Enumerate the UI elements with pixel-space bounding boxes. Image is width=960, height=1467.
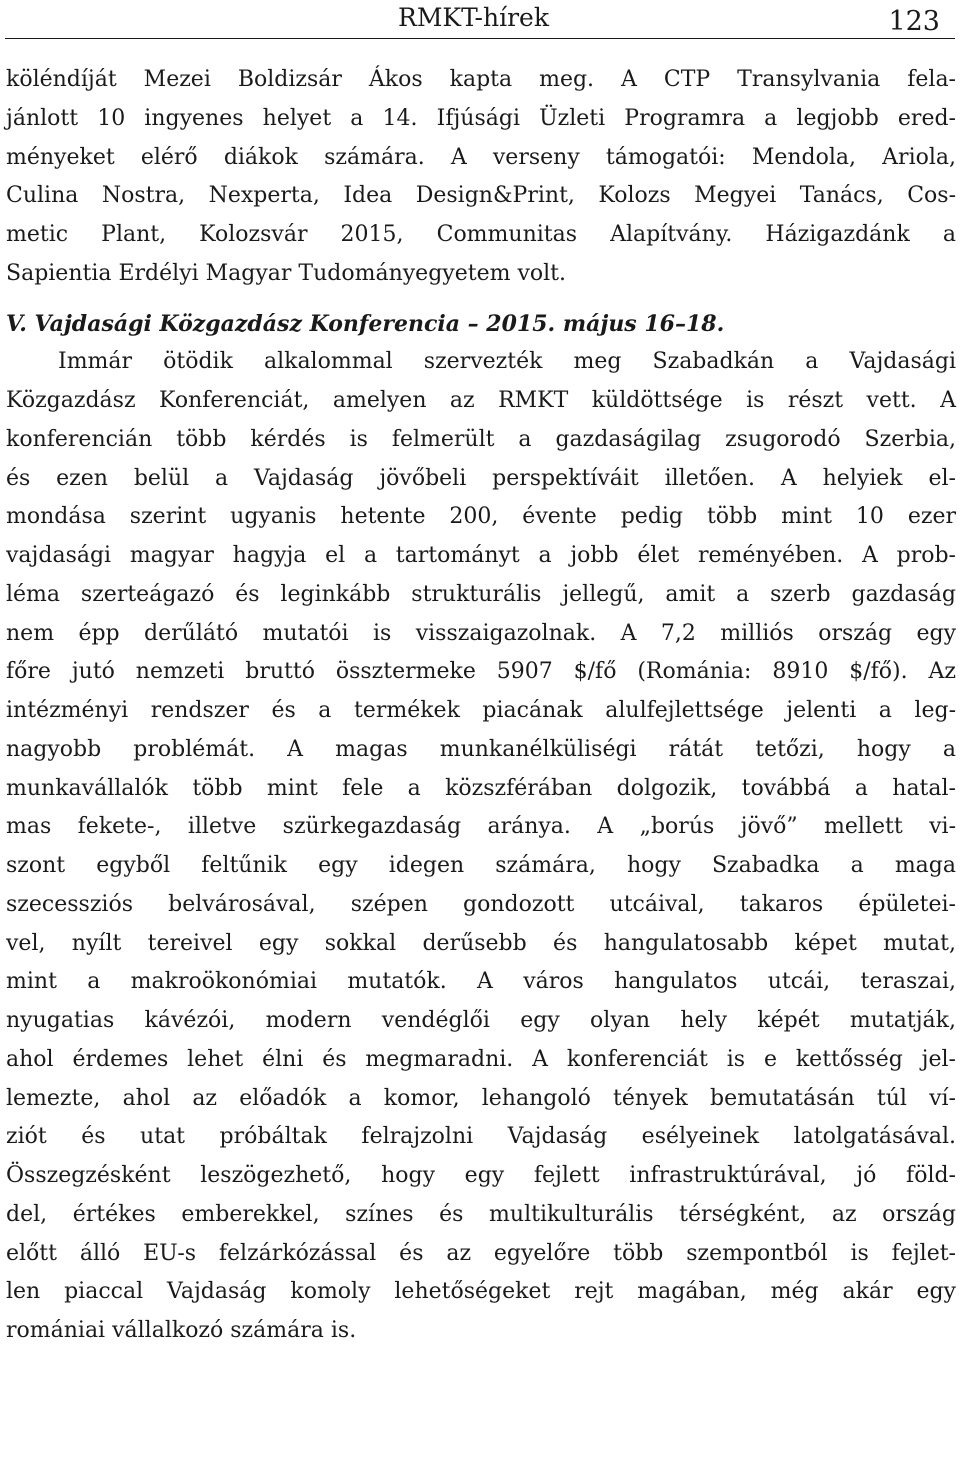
paragraph-conference bbox=[6, 343, 956, 1351]
text-line: len piaccal Vajdaság komoly lehetőségeket rejt magában, még akár egy bbox=[6, 1279, 956, 1305]
text-line: del, értékes emberekkel, színes és multikulturális térségként, az ország bbox=[6, 1201, 956, 1227]
text-line: metic Plant, Kolozsvár 2015, Communitas Alapítvány. Házigazdánk a bbox=[6, 222, 956, 247]
text-line: romániai vállalkozó számára is. bbox=[6, 1318, 357, 1343]
page-number: 123 bbox=[888, 6, 940, 37]
text-line: szont egyből feltűnik egy idegen számára, hogy Szabadka a maga bbox=[6, 853, 956, 878]
text-line: köléndíját Mezei Boldizsár Ákos kapta meg. A CTP Transylvania fela- bbox=[6, 67, 956, 92]
text-line: léma szerteágazó és leginkább strukturális jellegű, amit a szerb gazdaság bbox=[6, 581, 956, 607]
text-line: vajdasági magyar hagyja el a tartományt a jobb élet reményében. A prob- bbox=[6, 543, 956, 568]
text-line: munkavállalók több mint fele a közszférában dolgozik, továbbá a hatal- bbox=[6, 775, 956, 801]
text-line: Összegzésként leszögezhető, hogy egy fejlett infrastruktúrával, jó föld- bbox=[6, 1163, 956, 1188]
text-line: szecessziós belvárosával, szépen gondozott utcáival, takaros épületei- bbox=[6, 891, 956, 917]
text-line: ziót és utat próbáltak felrajzolni Vajdaság esélyeinek latolgatásával. bbox=[6, 1124, 956, 1150]
running-header bbox=[0, 0, 960, 44]
text-line: Culina Nostra, Nexperta, Idea Design&Print, Kolozs Megyei Tanács, Cos- bbox=[6, 183, 956, 209]
header-title: RMKT-hírek bbox=[398, 3, 549, 32]
text-line: ahol érdemes lehet élni és megmaradni. A konferenciát is e kettősség jel- bbox=[6, 1046, 956, 1072]
text-line: mas fekete-, illetve szürkegazdaság aránya. A „borús jövő” mellett vi- bbox=[6, 814, 956, 840]
text-line: mondása szerint ugyanis hetente 200, évente pedig több mint 10 ezer bbox=[6, 504, 956, 530]
text-line: lemezte, ahol az előadók a komor, lehangoló tények bemutatásán túl ví- bbox=[6, 1085, 956, 1111]
paragraph-intro bbox=[6, 61, 956, 294]
text-line: Sapientia Erdélyi Magyar Tudományegyetem volt. bbox=[6, 260, 566, 286]
text-line: Immár ötödik alkalommal szervezték meg Szabadkán a Vajdasági bbox=[58, 349, 956, 375]
text-line: vel, nyílt tereivel egy sokkal derűsebb és hangulatosabb képet mutat, bbox=[6, 930, 956, 956]
text-line: főre jutó nemzeti bruttó össztermeke 5907 $/fő (Románia: 8910 $/fő). Az bbox=[6, 659, 956, 685]
text-line: konferencián több kérdés is felmerült a gazdaságilag zsugorodó Szerbia, bbox=[6, 426, 956, 452]
header-rule bbox=[5, 38, 955, 39]
text-line: és ezen belül a Vajdaság jövőbeli perspektíváit illetően. A helyiek el- bbox=[6, 465, 956, 491]
text-line: Közgazdász Konferenciát, amelyen az RMKT küldöttsége is részt vett. A bbox=[6, 388, 956, 413]
text-line: jánlott 10 ingyenes helyet a 14. Ifjúsági Üzleti Programra a legjobb ered- bbox=[6, 105, 956, 131]
text-line: ményeket elérő diákok számára. A verseny támogatói: Mendola, Ariola, bbox=[6, 144, 956, 170]
text-line: nem épp derűlátó mutatói is visszaigazolnak. A 7,2 milliós ország egy bbox=[6, 620, 956, 646]
section-heading: V. Vajdasági Közgazdász Konferencia – 2015. május 16–18. bbox=[6, 310, 725, 337]
text-line: nagyobb problémát. A magas munkanélküliségi rátát tetőzi, hogy a bbox=[6, 736, 956, 762]
text-line: előtt álló EU-s felzárkózással és az egyelőre több szempontból is fejlet- bbox=[6, 1240, 956, 1266]
text-line: intézményi rendszer és a termékek piacának alulfejlettsége jelenti a leg- bbox=[6, 698, 956, 723]
text-line: mint a makroökonómiai mutatók. A város hangulatos utcái, teraszai, bbox=[6, 969, 956, 995]
body-text bbox=[6, 61, 956, 1351]
text-line: nyugatias kávézói, modern vendéglői egy olyan hely képét mutatják, bbox=[6, 1008, 956, 1033]
